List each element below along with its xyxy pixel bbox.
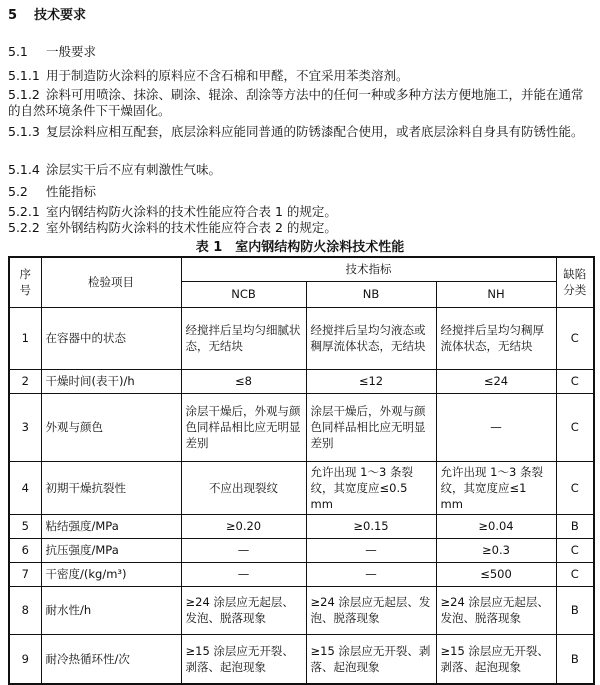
row-nh: 经搅拌后呈均匀稠厚流体状态，无结块 [436, 307, 556, 369]
row-nh: ≥24 涂层应无起层、发泡、脱落现象 [436, 586, 556, 634]
row-defect: C [556, 307, 594, 369]
row-nh: ≤24 [436, 369, 556, 393]
section-heading [8, 8, 86, 24]
row-seq: 9 [9, 634, 41, 684]
row-item: 抗压强度/MPa [41, 538, 181, 562]
row-nb: ≤12 [306, 369, 436, 393]
row-ncb: 涂层干燥后，外观与颜色同样品相比应无明显差别 [181, 393, 306, 461]
table-header-row [9, 257, 594, 281]
header-defect [556, 257, 594, 307]
row-ncb: ≥15 涂层应无开裂、剥落、起泡现象 [181, 634, 306, 684]
clause-text: 涂层实干后不应有刺激性气味。 [46, 162, 222, 177]
clause-5-1-4 [8, 162, 221, 178]
row-item: 耐冷热循环性/次 [41, 634, 181, 684]
row-seq: 3 [9, 393, 41, 461]
clause-text: 室内钢结构防火涂料的技术性能应符合表 1 的规定。 [46, 204, 337, 219]
row-defect: C [556, 369, 594, 393]
row-seq: 2 [9, 369, 41, 393]
clause-number: 5.2.1 [8, 204, 40, 219]
clause-text: 用于制造防火涂料的原料应不含石棉和甲醛，不宜采用苯类溶剂。 [46, 68, 409, 83]
section-title: 技术要求 [34, 8, 87, 23]
spec-table [8, 256, 595, 685]
clause-text: 室外钢结构防火涂料的技术性能应符合表 2 的规定。 [46, 220, 337, 235]
row-ncb: — [181, 562, 306, 586]
clause-text: 一般要求 [46, 44, 97, 59]
header-nh: NH [436, 281, 556, 307]
row-seq: 5 [9, 514, 41, 538]
clause-5-1-3 [8, 124, 588, 140]
table-row [9, 634, 594, 684]
row-nb: — [306, 562, 436, 586]
row-seq: 7 [9, 562, 41, 586]
table-row [9, 538, 594, 562]
clause-5-1-2 [8, 87, 588, 119]
table-row [9, 307, 594, 369]
section-number: 5 [8, 8, 18, 23]
header-ncb: NCB [181, 281, 306, 307]
row-nh: ≥15 涂层应无开裂、剥落、起泡现象 [436, 634, 556, 684]
table-caption: 表 1 室内钢结构防火涂料技术性能 [195, 240, 405, 255]
row-ncb: ≥0.20 [181, 514, 306, 538]
table-row [9, 586, 594, 634]
header-item: 检验项目 [41, 257, 181, 307]
clause-5-2-1 [8, 204, 337, 220]
table-row [9, 393, 594, 461]
row-nb: ≥0.15 [306, 514, 436, 538]
clause-number: 5.1.3 [8, 124, 40, 139]
row-ncb: 不应出现裂纹 [181, 461, 306, 514]
row-seq: 6 [9, 538, 41, 562]
header-seq: 序号 [9, 257, 41, 307]
row-nb: ≥24 涂层应无起层、发泡、脱落现象 [306, 586, 436, 634]
table-row [9, 514, 594, 538]
row-nb: ≥15 涂层应无开裂、剥落、起泡现象 [306, 634, 436, 684]
table-row [9, 562, 594, 586]
row-nh: ≤500 [436, 562, 556, 586]
row-ncb: — [181, 538, 306, 562]
row-ncb: ≥24 涂层应无起层、发泡、脱落现象 [181, 586, 306, 634]
clause-5-1 [8, 44, 96, 60]
row-item: 初期干燥抗裂性 [41, 461, 181, 514]
row-nh: ≥0.3 [436, 538, 556, 562]
clause-number: 5.1.1 [8, 68, 40, 83]
clause-number: 5.1.4 [8, 162, 40, 177]
row-defect: B [556, 634, 594, 684]
header-tech: 技术指标 [181, 257, 556, 281]
row-nb: 经搅拌后呈均匀液态或稠厚流体状态，无结块 [306, 307, 436, 369]
row-ncb: ≤8 [181, 369, 306, 393]
clause-number: 5.2.2 [8, 220, 40, 235]
table-row [9, 369, 594, 393]
row-seq: 4 [9, 461, 41, 514]
clause-5-2-2 [8, 220, 337, 236]
row-seq: 1 [9, 307, 41, 369]
row-defect: C [556, 538, 594, 562]
clause-5-1-1 [8, 68, 409, 84]
clause-text: 涂料可用喷涂、抹涂、刷涂、辊涂、刮涂等方法中的任何一种或多种方法方便地施工，并能在通常的自然环境条件下干燥固化。 [8, 87, 584, 118]
row-nh: — [436, 393, 556, 461]
row-item: 干密度/(kg/m³) [41, 562, 181, 586]
row-item: 在容器中的状态 [41, 307, 181, 369]
row-defect: B [556, 586, 594, 634]
header-nb: NB [306, 281, 436, 307]
row-ncb: 经搅拌后呈均匀细腻状态，无结块 [181, 307, 306, 369]
row-defect: C [556, 393, 594, 461]
row-defect: B [556, 514, 594, 538]
row-defect: C [556, 461, 594, 514]
row-seq: 8 [9, 586, 41, 634]
row-nh: 允许出现 1～3 条裂纹，其宽度应≤1 mm [436, 461, 556, 514]
header-defect-line1: 缺陷 [563, 267, 587, 282]
row-item: 粘结强度/MPa [41, 514, 181, 538]
row-item: 外观与颜色 [41, 393, 181, 461]
clause-number: 5.1 [8, 44, 28, 59]
clause-text: 性能指标 [46, 184, 97, 199]
row-nh: ≥0.04 [436, 514, 556, 538]
clause-5-2 [8, 184, 96, 200]
row-defect: C [556, 562, 594, 586]
row-nb: 涂层干燥后，外观与颜色同样品相比应无明显差别 [306, 393, 436, 461]
row-item: 干燥时间(表干)/h [41, 369, 181, 393]
header-defect-line2: 分类 [563, 283, 587, 298]
table-row [9, 461, 594, 514]
row-item: 耐水性/h [41, 586, 181, 634]
row-nb: 允许出现 1～3 条裂纹，其宽度应≤0.5 mm [306, 461, 436, 514]
clause-number: 5.1.2 [8, 87, 40, 102]
row-nb: — [306, 538, 436, 562]
clause-text: 复层涂料应相互配套，底层涂料应能同普通的防锈漆配合使用，或者底层涂料自身具有防锈性能。 [46, 124, 584, 139]
clause-number: 5.2 [8, 184, 28, 199]
